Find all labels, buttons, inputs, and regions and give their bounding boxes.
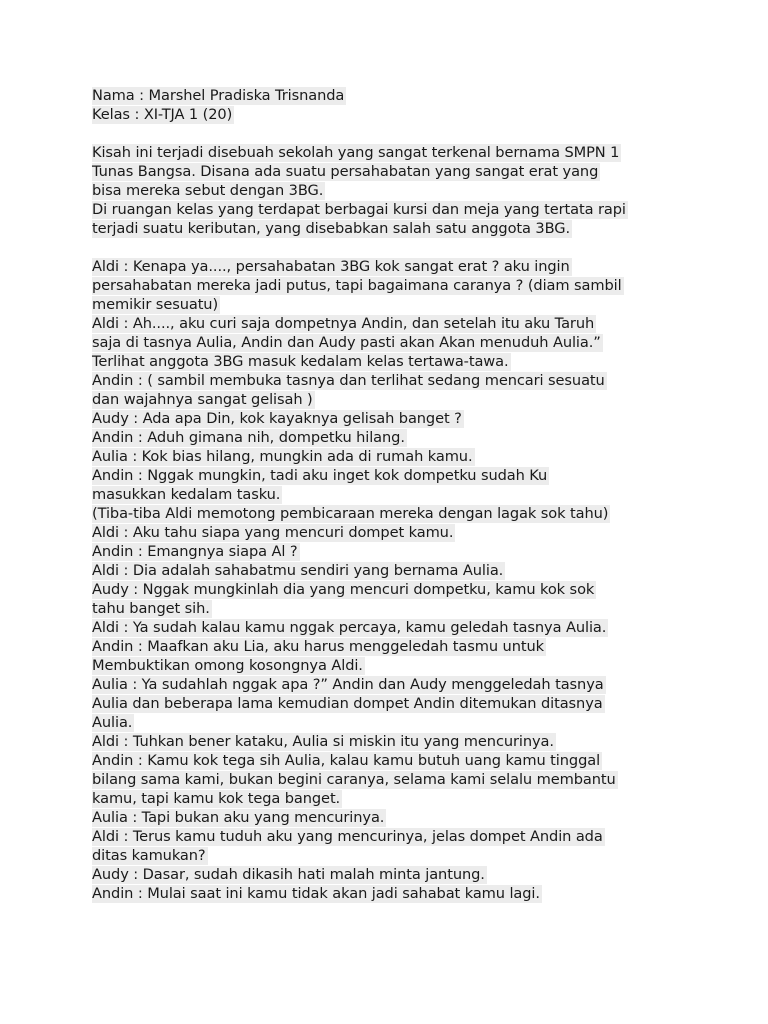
dialogue-line: Aldi : Kenapa ya...., persahabatan 3BG kok sangat erat ? aku ingin [92,258,570,275]
spacer [92,124,692,143]
dialogue-line: Andin : Kamu kok tega sih Aulia, kalau kamu butuh uang kamu tinggal [92,752,601,769]
dialogue-block [92,257,692,903]
dialogue-line: masukkan kedalam tasku. [92,486,281,503]
dialogue-line: saja di tasnya Aulia, Andin dan Audy pasti akan Akan menuduh Aulia.” [92,334,601,351]
dialogue-line: tahu banget sih. [92,600,210,617]
dialogue-line: Aulia : Ya sudahlah nggak apa ?” Andin dan Audy menggeledah tasnya [92,676,604,693]
dialogue-line: Andin : Emangnya siapa Al ? [92,543,298,560]
dialogue-line: (Tiba-tiba Aldi memotong pembicaraan mereka dengan lagak sok tahu) [92,505,609,522]
document-page [92,86,692,903]
dialogue-line: memikir sesuatu) [92,296,219,313]
dialogue-line: Aldi : Ah...., aku curi saja dompetnya Andin, dan setelah itu aku Taruh [92,315,595,332]
dialogue-line: Membuktikan omong kosongnya Aldi. [92,657,363,674]
dialogue-line: Audy : Nggak mungkinlah dia yang mencuri dompetku, kamu kok sok [92,581,595,598]
dialogue-line: bilang sama kami, bukan begini caranya, selama kami selalu membantu [92,771,616,788]
dialogue-line: kamu, tapi kamu kok tega banget. [92,790,341,807]
dialogue-line: Aulia. [92,714,133,731]
intro-line: Tunas Bangsa. Disana ada suatu persahabatan yang sangat erat yang [92,163,599,180]
dialogue-line: Andin : Nggak mungkin, tadi aku inget kok dompetku sudah Ku [92,467,548,484]
dialogue-line: Terlihat anggota 3BG masuk kedalam kelas tertawa-tawa. [92,353,509,370]
dialogue-line: Aulia dan beberapa lama kemudian dompet Andin ditemukan ditasnya [92,695,603,712]
intro-paragraph [92,143,692,238]
student-class: Kelas : XI-TJA 1 (20) [92,106,233,123]
dialogue-line: Aldi : Aku tahu siapa yang mencuri dompet kamu. [92,524,454,541]
header-block [92,86,692,124]
student-name: Nama : Marshel Pradiska Trisnanda [92,87,345,104]
dialogue-line: persahabatan mereka jadi putus, tapi bagaimana caranya ? (diam sambil [92,277,622,294]
dialogue-line: Aldi : Dia adalah sahabatmu sendiri yang bernama Aulia. [92,562,504,579]
dialogue-line: Aldi : Terus kamu tuduh aku yang mencurinya, jelas dompet Andin ada [92,828,603,845]
dialogue-line: Andin : Maafkan aku Lia, aku harus menggeledah tasmu untuk [92,638,544,655]
dialogue-line: Aulia : Kok bias hilang, mungkin ada di rumah kamu. [92,448,473,465]
intro-line: terjadi suatu keributan, yang disebabkan salah satu anggota 3BG. [92,220,570,237]
dialogue-line: ditas kamukan? [92,847,206,864]
dialogue-line: dan wajahnya sangat gelisah ) [92,391,313,408]
intro-line: bisa mereka sebut dengan 3BG. [92,182,324,199]
dialogue-line: Andin : Mulai saat ini kamu tidak akan jadi sahabat kamu lagi. [92,885,540,902]
dialogue-line: Andin : ( sambil membuka tasnya dan terlihat sedang mencari sesuatu [92,372,605,389]
intro-line: Kisah ini terjadi disebuah sekolah yang sangat terkenal bernama SMPN 1 [92,144,620,161]
dialogue-line: Aldi : Tuhkan bener kataku, Aulia si miskin itu yang mencurinya. [92,733,554,750]
spacer [92,238,692,257]
dialogue-line: Aulia : Tapi bukan aku yang mencurinya. [92,809,385,826]
intro-line: Di ruangan kelas yang terdapat berbagai kursi dan meja yang tertata rapi [92,201,626,218]
dialogue-line: Audy : Dasar, sudah dikasih hati malah minta jantung. [92,866,485,883]
dialogue-line: Andin : Aduh gimana nih, dompetku hilang. [92,429,405,446]
dialogue-line: Audy : Ada apa Din, kok kayaknya gelisah banget ? [92,410,462,427]
dialogue-line: Aldi : Ya sudah kalau kamu nggak percaya, kamu geledah tasnya Aulia. [92,619,607,636]
